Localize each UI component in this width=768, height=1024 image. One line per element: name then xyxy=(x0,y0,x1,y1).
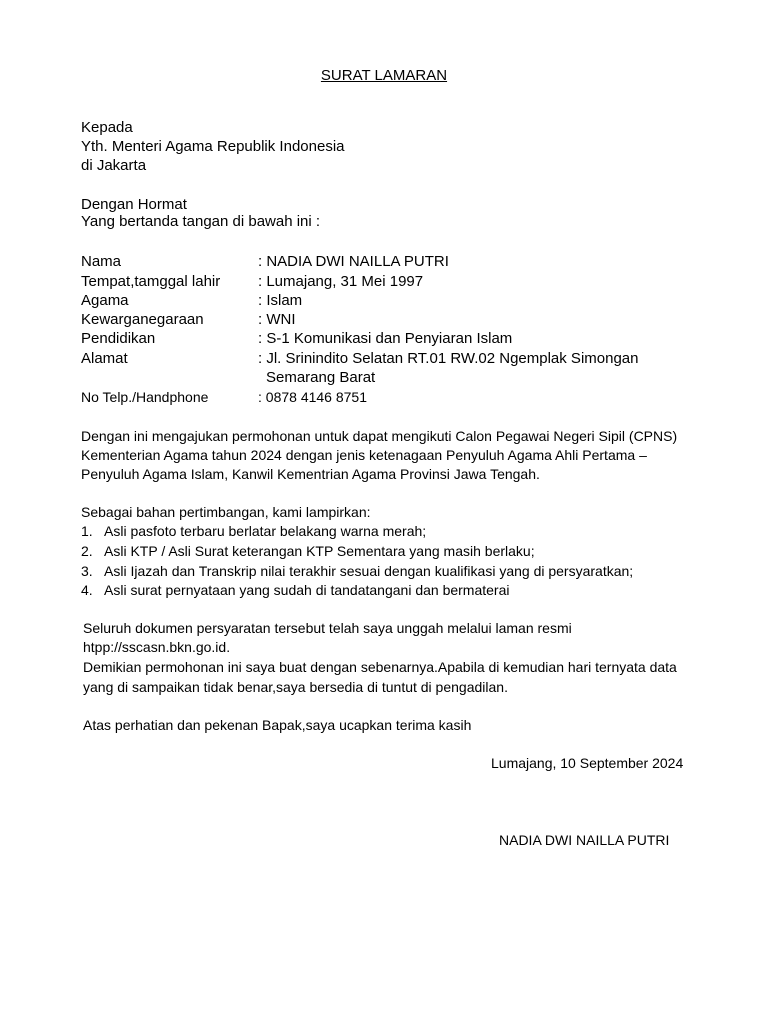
recipient-line-3: di Jakarta xyxy=(81,157,147,174)
closing-line-3: Demikian permohonan ini saya buat dengan sebenarnya.Apabila di kemudian hari ternyata data xyxy=(83,659,677,675)
identity-label-religion: Agama xyxy=(81,292,129,309)
attachment-item-2: Asli KTP / Asli Surat keterangan KTP Sementara yang masih berlaku; xyxy=(104,543,535,559)
identity-value-address: : Jl. Srinindito Selatan RT.01 RW.02 Ngemplak Simongan xyxy=(258,350,639,367)
attachments-intro: Sebagai bahan pertimbangan, kami lampirkan: xyxy=(81,504,371,520)
identity-value-phone: : 0878 4146 8751 xyxy=(258,389,367,405)
attachment-item-1: Asli pasfoto terbaru berlatar belakang warna merah; xyxy=(104,523,427,539)
closing-line-4: yang di sampaikan tidak benar,saya bersedia di tuntut di pengadilan. xyxy=(83,679,508,695)
letter-title: SURAT LAMARAN xyxy=(320,67,448,84)
attachment-item-3: Asli Ijazah dan Transkrip nilai terakhir sesuai dengan kualifikasi yang di persyaratkan; xyxy=(104,563,634,579)
identity-label-name: Nama xyxy=(81,253,122,270)
attachment-number-4: 4. xyxy=(81,582,93,598)
identity-label-citizenship: Kewarganegaraan xyxy=(81,311,204,328)
identity-label-education: Pendidikan xyxy=(81,330,156,347)
signatory-name: NADIA DWI NAILLA PUTRI xyxy=(499,832,670,848)
application-line-1: Dengan ini mengajukan permohonan untuk dapat mengikuti Calon Pegawai Negeri Sipil (CPNS) xyxy=(81,428,678,444)
identity-value-name: : NADIA DWI NAILLA PUTRI xyxy=(258,253,449,270)
identity-label-phone: No Telp./Handphone xyxy=(81,389,209,405)
greeting-line-2: Yang bertanda tangan di bawah ini : xyxy=(81,213,321,230)
identity-label-birth: Tempat,tamggal lahir xyxy=(81,273,221,290)
greeting-line-1: Dengan Hormat xyxy=(81,196,187,213)
recipient-line-1: Kepada xyxy=(81,119,133,136)
closing-thanks: Atas perhatian dan pekenan Bapak,saya ucapkan terima kasih xyxy=(83,717,472,733)
closing-line-1: Seluruh dokumen persyaratan tersebut telah saya unggah melalui laman resmi xyxy=(83,620,572,636)
identity-value-religion: : Islam xyxy=(258,292,303,309)
closing-line-2: htpp://sscasn.bkn.go.id. xyxy=(83,639,231,655)
identity-label-address: Alamat xyxy=(81,350,128,367)
identity-value-education: : S-1 Komunikasi dan Penyiaran Islam xyxy=(258,330,513,347)
identity-value-birth: : Lumajang, 31 Mei 1997 xyxy=(258,273,424,290)
attachment-number-3: 3. xyxy=(81,563,93,579)
application-line-3: Penyuluh Agama Islam, Kanwil Kementrian Agama Provinsi Jawa Tengah. xyxy=(81,466,540,482)
identity-value-citizenship: : WNI xyxy=(258,311,296,328)
identity-value-address-line-2: Semarang Barat xyxy=(266,369,376,386)
attachment-number-1: 1. xyxy=(81,523,93,539)
attachment-number-2: 2. xyxy=(81,543,93,559)
recipient-line-2: Yth. Menteri Agama Republik Indonesia xyxy=(81,138,345,155)
attachment-item-4: Asli surat pernyataan yang sudah di tandatangani dan bermaterai xyxy=(104,582,510,598)
place-date: Lumajang, 10 September 2024 xyxy=(491,755,684,771)
application-line-2: Kementerian Agama tahun 2024 dengan jenis ketenagaan Penyuluh Agama Ahli Pertama – xyxy=(81,447,647,463)
